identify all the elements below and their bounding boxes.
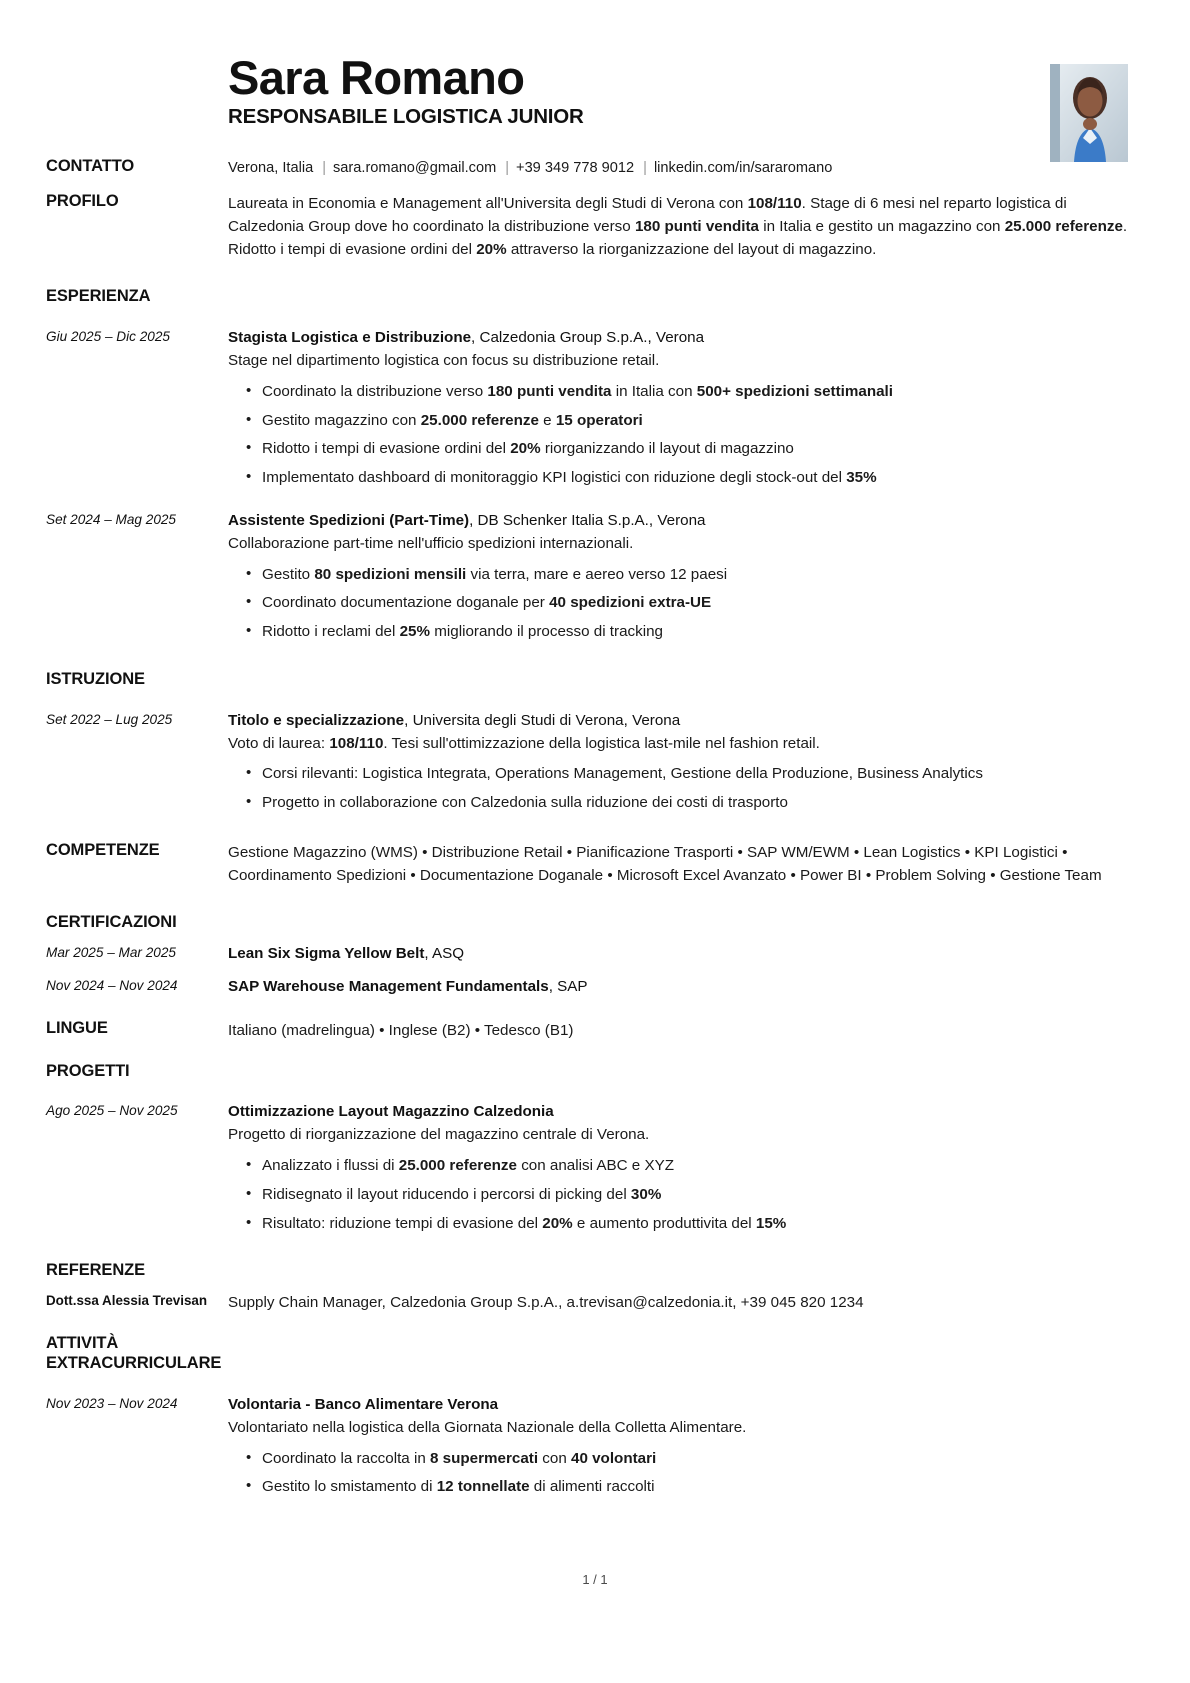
emphasis-text: 25.000 referenze xyxy=(398,1157,517,1175)
entry-subtitle: Progetto di riorganizzazione del magazzino centrale di Verona. xyxy=(228,1126,650,1144)
contact-phone[interactable]: +39 349 778 9012 xyxy=(516,160,635,176)
emphasis-text: 15% xyxy=(755,1214,787,1232)
languages-list: Italiano (madrelingua) • Inglese (B2) • Tedesco (B1) xyxy=(228,1021,574,1039)
education-label-col xyxy=(46,670,228,690)
entry-date-range: Mar 2025 – Mar 2025 xyxy=(46,944,176,960)
bullet-item xyxy=(262,1448,1128,1471)
section-label-lingue: LINGUE xyxy=(46,1018,108,1037)
languages-label-col xyxy=(46,1019,228,1039)
plain-text: . Ridotto i tempi di evasione ordini del xyxy=(228,218,1128,259)
plain-text: Laureata in Economia e Management all'Universita degli Studi di Verona con xyxy=(228,195,748,213)
contact-location: Verona, Italia xyxy=(228,160,314,176)
plain-text: Progetto in collaborazione con Calzedonia sulla riduzione dei costi di trasporto xyxy=(262,794,788,812)
entry-date-range: Nov 2024 – Nov 2024 xyxy=(46,977,178,993)
skills-section xyxy=(46,841,1128,887)
candidate-photo xyxy=(1050,64,1128,162)
section-label-certificazioni: CERTIFICAZIONI xyxy=(46,913,177,932)
plain-text: riorganizzando il layout di magazzino xyxy=(540,440,794,458)
entry-date-range: Set 2024 – Mag 2025 xyxy=(46,512,176,528)
emphasis-text: 108/110 xyxy=(329,734,384,752)
bullet-item xyxy=(262,1476,1128,1499)
resume-header xyxy=(46,46,1128,151)
project-entries xyxy=(46,1101,1128,1235)
education-heading-row xyxy=(46,670,1128,690)
bullet-item xyxy=(262,1213,1128,1236)
bullet-item xyxy=(262,621,1128,644)
emphasis-text: 20% xyxy=(476,241,507,259)
plain-text: Coordinato la distribuzione verso xyxy=(262,382,488,400)
certifications-label-col xyxy=(46,913,228,933)
plain-text: Analizzato i flussi di xyxy=(262,1157,399,1175)
profile-label-col xyxy=(46,192,228,212)
skills-content xyxy=(228,841,1128,887)
entry-title-primary: Titolo e specializzazione xyxy=(228,711,405,729)
entry-title xyxy=(228,710,1128,733)
entry-bullet-list xyxy=(228,1448,1128,1500)
entry-title xyxy=(228,943,1128,966)
bullet-item xyxy=(262,763,1128,786)
entry-title xyxy=(228,976,1128,999)
emphasis-text: 25.000 referenze xyxy=(420,411,539,429)
entry-title-primary: Ottimizzazione Layout Magazzino Calzedonia xyxy=(228,1103,554,1121)
entry-bullet-list xyxy=(228,564,1128,644)
plain-text: migliorando il processo di tracking xyxy=(430,623,663,641)
plain-text: Voto di laurea: xyxy=(228,734,330,752)
contact-line xyxy=(228,157,1128,179)
bullet-item xyxy=(262,1155,1128,1178)
entry-date-range: Set 2022 – Lug 2025 xyxy=(46,711,173,727)
emphasis-text: 25% xyxy=(399,623,430,641)
projects-label-col xyxy=(46,1062,228,1082)
education-entries xyxy=(46,710,1128,815)
emphasis-text: 12 tonnellate xyxy=(436,1478,530,1496)
extracurricular-entries xyxy=(46,1394,1128,1499)
candidate-job-title: RESPONSABILE LOGISTICA JUNIOR xyxy=(228,104,584,128)
emphasis-text: 180 punti vendita xyxy=(487,382,612,400)
entry-meta-col xyxy=(46,710,228,730)
emphasis-text: 80 spedizioni mensili xyxy=(314,565,467,583)
entry-meta-col xyxy=(46,976,228,996)
plain-text: Gestito xyxy=(262,565,315,583)
plain-text: Ridisegnato il layout riducendo i percorsi di picking del xyxy=(262,1185,631,1203)
emphasis-text: 180 punti vendita xyxy=(634,218,759,236)
plain-text: con xyxy=(538,1449,571,1467)
section-label-contatto: CONTATTO xyxy=(46,157,135,175)
bullet-item xyxy=(262,438,1128,461)
profile-section xyxy=(46,192,1128,261)
entry-subtitle: Stage nel dipartimento logistica con focus su distribuzione retail. xyxy=(228,352,660,370)
plain-text: Coordinato la raccolta in xyxy=(262,1449,430,1467)
plain-text: Gestito magazzino con xyxy=(262,411,421,429)
contact-content xyxy=(228,157,1128,179)
header-text-block xyxy=(228,46,1128,129)
profile-content xyxy=(228,192,1128,261)
entry-date-range: Ago 2025 – Nov 2025 xyxy=(46,1103,178,1119)
plain-text: Gestito lo smistamento di xyxy=(262,1478,437,1496)
entry-body-col xyxy=(228,510,1128,644)
entry-subtitle: Collaborazione part-time nell'ufficio spedizioni internazionali. xyxy=(228,534,634,552)
entry-title xyxy=(228,1101,1128,1124)
projects-heading-row xyxy=(46,1062,1128,1082)
plain-text: Ridotto i tempi di evasione ordini del xyxy=(262,440,511,458)
experience-entries xyxy=(46,327,1128,644)
section-label-referenze: REFERENZE xyxy=(46,1261,146,1280)
entry-date-range: Giu 2025 – Dic 2025 xyxy=(46,329,170,345)
entry-body-col xyxy=(228,1291,1128,1314)
contact-email[interactable]: sara.romano@gmail.com xyxy=(333,160,497,176)
plain-text: via terra, mare e aereo verso 12 paesi xyxy=(466,565,728,583)
entry-title-secondary: , DB Schenker Italia S.p.A., Verona xyxy=(469,512,706,530)
plain-text: e aumento produttivita del xyxy=(572,1214,756,1232)
reference-entries xyxy=(46,1291,1128,1314)
languages-section xyxy=(46,1019,1128,1042)
plain-text: Coordinato documentazione doganale per xyxy=(262,594,550,612)
certifications-heading-row xyxy=(46,913,1128,933)
entry-bullet-list xyxy=(228,1155,1128,1235)
plain-text: Risultato: riduzione tempi di evasione del xyxy=(262,1214,543,1232)
entry-title-primary: SAP Warehouse Management Fundamentals xyxy=(228,977,549,995)
bullet-item xyxy=(262,410,1128,433)
section-label-profilo: PROFILO xyxy=(46,192,119,211)
entry-subtitle xyxy=(228,733,1128,756)
resume-entry xyxy=(46,327,1128,490)
entry-meta-col xyxy=(46,327,228,347)
plain-text: Corsi rilevanti: Logistica Integrata, Operations Management, Gestione della Produzione, Business Analytics xyxy=(262,765,983,783)
emphasis-text: 8 supermercati xyxy=(430,1449,539,1467)
bullet-item xyxy=(262,592,1128,615)
entry-body-col xyxy=(228,710,1128,815)
certification-entries xyxy=(46,943,1128,999)
section-label-esperienza: ESPERIENZA xyxy=(46,287,151,306)
entry-meta-col xyxy=(46,1291,228,1310)
section-label-istruzione: ISTRUZIONE xyxy=(46,670,145,689)
entry-body-col xyxy=(228,943,1128,966)
contact-separator-icon: | xyxy=(322,160,326,176)
entry-title-secondary: , SAP xyxy=(548,977,588,995)
entry-title-primary: Assistente Spedizioni (Part-Time) xyxy=(228,512,470,530)
skills-label-col xyxy=(46,841,228,861)
entry-title xyxy=(228,510,1128,533)
entry-title-primary: Stagista Logistica e Distribuzione xyxy=(228,329,472,347)
bullet-item xyxy=(262,467,1128,490)
entry-title-secondary: , ASQ xyxy=(424,944,465,962)
plain-text: con analisi ABC e XYZ xyxy=(516,1157,674,1175)
emphasis-text: 30% xyxy=(630,1185,662,1203)
section-label-competenze: COMPETENZE xyxy=(46,841,160,859)
entry-subtitle: Volontariato nella logistica della Giornata Nazionale della Colletta Alimentare. xyxy=(228,1418,747,1436)
entry-title-primary: Lean Six Sigma Yellow Belt xyxy=(228,944,425,962)
candidate-name: Sara Romano xyxy=(228,51,525,104)
entry-title-primary: Volontaria - Banco Alimentare Verona xyxy=(228,1395,499,1413)
entry-body-col xyxy=(228,327,1128,490)
page-indicator: 1 / 1 xyxy=(582,1572,608,1587)
entry-bullet-list xyxy=(228,381,1128,490)
entry-meta-col xyxy=(46,510,228,530)
resume-entry xyxy=(46,976,1128,999)
references-label-col xyxy=(46,1261,228,1281)
section-label-attivita-extracurriculare: ATTIVITÀ EXTRACURRICULARE xyxy=(46,1334,222,1373)
entry-bullet-list xyxy=(228,763,1128,815)
emphasis-text: 108/110 xyxy=(747,195,802,213)
contact-separator-icon: | xyxy=(505,160,510,176)
plain-text: attraverso la riorganizzazione del layout di magazzino. xyxy=(506,241,877,259)
contact-linkedin[interactable]: linkedin.com/in/sararomano xyxy=(653,160,833,176)
experience-label-col xyxy=(46,287,228,307)
extracurricular-label-col xyxy=(46,1334,228,1374)
experience-heading-row xyxy=(46,287,1128,307)
entry-meta-col xyxy=(46,1394,228,1414)
emphasis-text: 500+ spedizioni settimanali xyxy=(696,382,893,400)
profile-text xyxy=(228,192,1128,261)
entry-meta-col xyxy=(46,1101,228,1121)
bullet-item xyxy=(262,792,1128,815)
extracurricular-heading-row xyxy=(46,1334,1128,1374)
portrait-photo-icon xyxy=(1050,64,1128,162)
page-footer xyxy=(0,1572,1190,1587)
plain-text: . Stage di 6 mesi nel reparto logistica di Calzedonia Group dove ho coordinato la distribuzione verso xyxy=(228,195,1067,236)
section-label-progetti: PROGETTI xyxy=(46,1061,130,1080)
plain-text: Implementato dashboard di monitoraggio KPI logistici con riduzione degli stock-out del xyxy=(262,469,847,487)
resume-entry xyxy=(46,1101,1128,1235)
skills-list: Gestione Magazzino (WMS) • Distribuzione Retail • Pianificazione Trasporti • SAP WM/EWM • Lean Logistics • KPI Logistici • Coordinamento Spedizioni • Documentazione Doganale • Microsoft Excel Avanzato • Power BI • Problem Solving • Gestione Team xyxy=(228,844,1102,885)
emphasis-text: 40 volontari xyxy=(571,1449,657,1467)
entry-date-range: Nov 2023 – Nov 2024 xyxy=(46,1395,178,1411)
entry-title-secondary: , Calzedonia Group S.p.A., Verona xyxy=(471,329,705,347)
entry-title xyxy=(228,327,1128,350)
plain-text: Ridotto i reclami del xyxy=(262,623,400,641)
reference-details: Supply Chain Manager, Calzedonia Group S.p.A., a.trevisan@calzedonia.it, +39 045 820 1234 xyxy=(228,1294,864,1312)
emphasis-text: 35% xyxy=(846,469,877,487)
emphasis-text: 25.000 referenze xyxy=(1004,218,1123,236)
entry-body-col xyxy=(228,976,1128,999)
plain-text: di alimenti raccolti xyxy=(529,1478,655,1496)
resume-entry xyxy=(46,510,1128,644)
entry-title xyxy=(228,1394,1128,1417)
references-heading-row xyxy=(46,1261,1128,1281)
bullet-item xyxy=(262,564,1128,587)
emphasis-text: 20% xyxy=(542,1214,573,1232)
plain-text: in Italia con xyxy=(611,382,697,400)
bullet-item xyxy=(262,1184,1128,1207)
plain-text: in Italia e gestito un magazzino con xyxy=(759,218,1005,236)
entry-body-col xyxy=(228,1394,1128,1499)
contact-section xyxy=(46,157,1128,179)
plain-text: e xyxy=(538,411,556,429)
entry-body-col xyxy=(228,1101,1128,1235)
entry-title-secondary: , Universita degli Studi di Verona, Verona xyxy=(404,711,681,729)
contact-separator-icon: | xyxy=(643,160,647,176)
entry-person-name: Dott.ssa Alessia Trevisan xyxy=(46,1293,208,1309)
bullet-item xyxy=(262,381,1128,404)
resume-entry xyxy=(46,710,1128,815)
resume-entry xyxy=(46,943,1128,966)
entry-meta-col xyxy=(46,943,228,963)
languages-content xyxy=(228,1019,1128,1042)
emphasis-text: 15 operatori xyxy=(555,411,643,429)
plain-text: . Tesi sull'ottimizzazione della logistica last-mile nel fashion retail. xyxy=(383,734,820,752)
contact-label-col xyxy=(46,157,228,177)
emphasis-text: 20% xyxy=(510,440,541,458)
resume-entry xyxy=(46,1394,1128,1499)
resume-entry xyxy=(46,1291,1128,1314)
emphasis-text: 40 spedizioni extra-UE xyxy=(549,594,712,612)
